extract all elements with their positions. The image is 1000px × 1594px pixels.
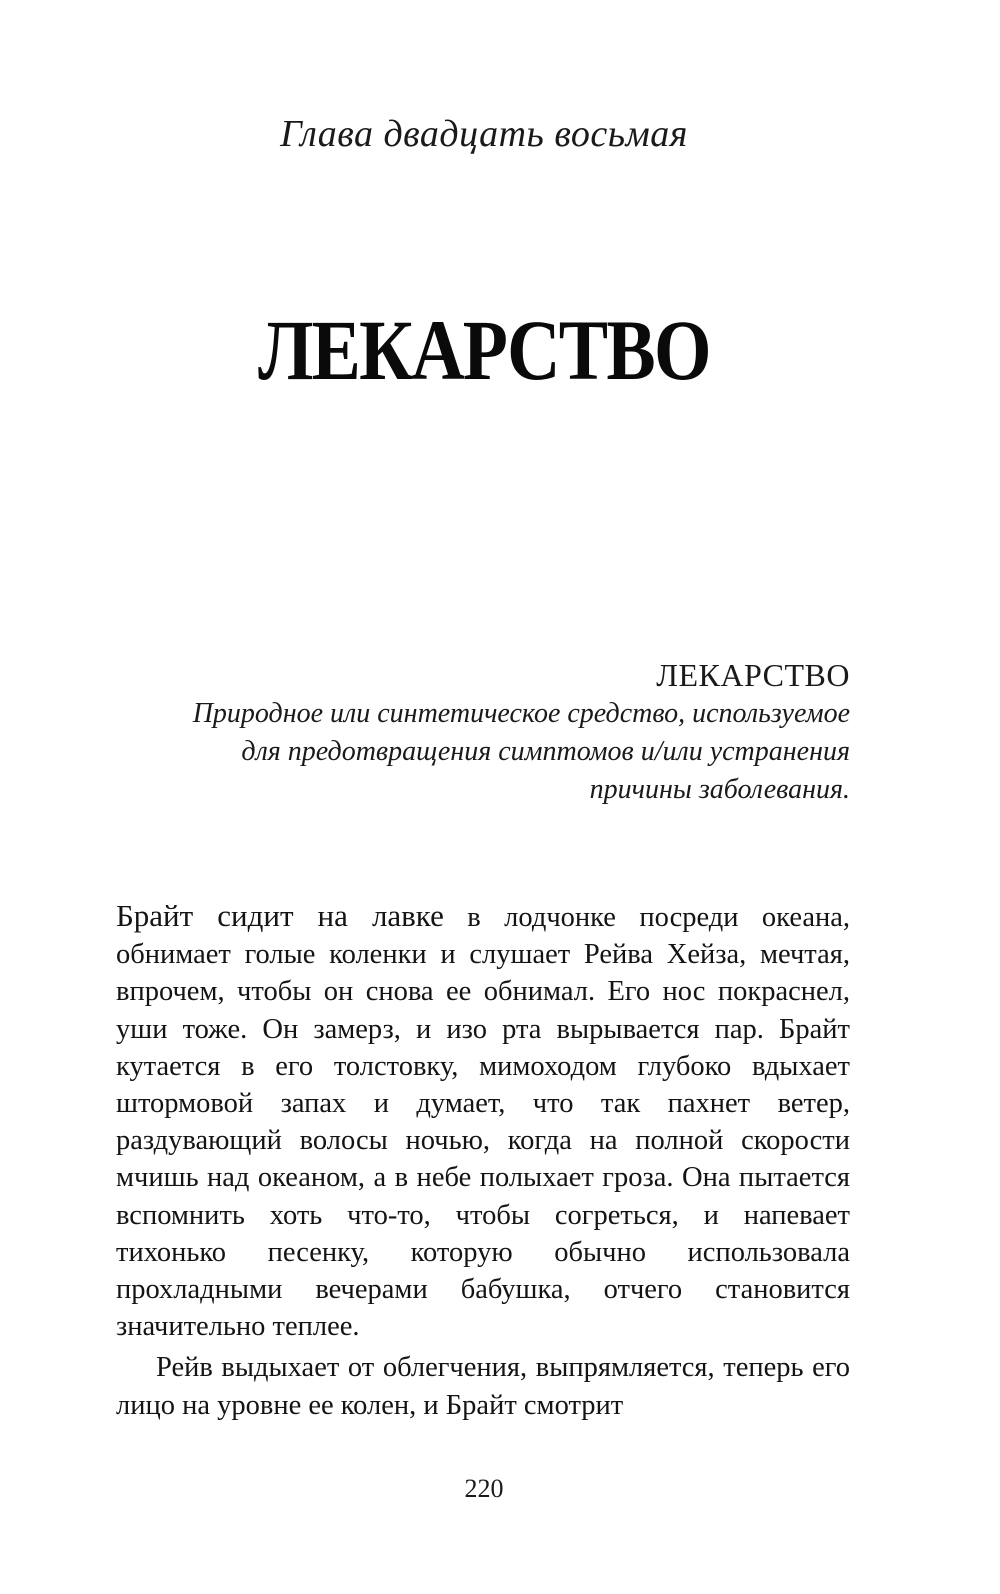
epigraph-term: ЛЕКАРСТВО: [656, 657, 850, 693]
paragraph-1: [116, 897, 850, 1345]
body-text: [116, 897, 850, 1424]
paragraph-2: Рейв выдыхает от облегчения, выпрямляется, теперь его лицо на уровне ее колен, и Брайт смотрит: [116, 1352, 850, 1421]
chapter-label: Глава двадцать восьмая: [280, 113, 688, 155]
page-number: 220: [464, 1474, 504, 1503]
paragraph-1-rest: в лодчонке посреди океана, обнимает голые коленки и слушает Рейва Хейза, мечтая, впрочем, чтобы он снова ее обнимал. Его нос покраснел, уши тоже. Он замерз, и изо рта вырывается пар. Брайт кутается в его толстовку, мимоходом глубоко вдыхает штормовой запах и думает, что так пахнет ветер, раздувающий волосы ночью, когда на полной скорости мчишь над океаном, а в небе полыхает гроза. Она пытается вспомнить хоть что-то, чтобы согреться, и напевает тихонько песенку, которую обычно использовала прохладными вечерами бабушка, отчего становится значительно теплее.: [116, 902, 850, 1343]
epigraph-definition: Природное или синтетическое средство, используемое для предотвращения симптомов и/или устранения причины заболевания.: [192, 698, 850, 805]
epigraph: [150, 655, 850, 809]
paragraph-1-lead: Брайт сидит на лавке: [116, 898, 444, 933]
chapter-title: ЛЕКАРСТВО: [258, 302, 710, 398]
